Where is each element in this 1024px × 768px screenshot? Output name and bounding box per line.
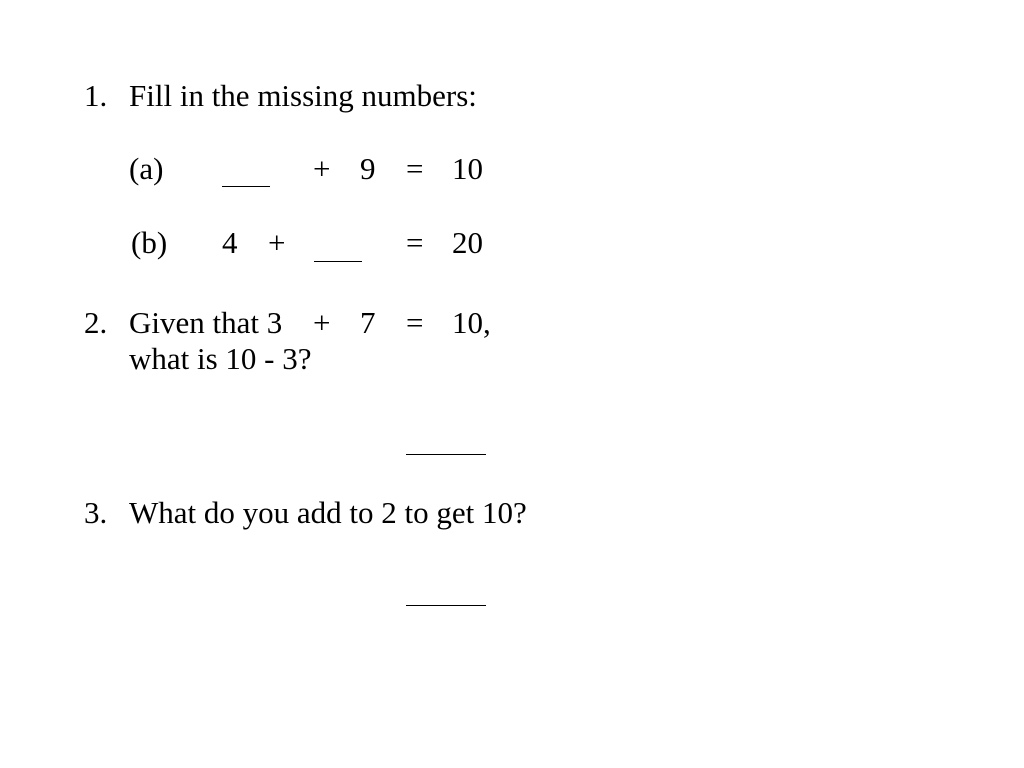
result: 10 [452, 151, 483, 186]
answer-blank-2[interactable] [406, 454, 486, 455]
plus-sign: + [313, 305, 331, 340]
equals-sign: = [406, 225, 424, 260]
answer-blank-3[interactable] [406, 605, 486, 606]
question-2-text-line2: what is 10 - 3? [129, 341, 312, 376]
plus-sign: + [268, 225, 286, 260]
answer-blank-a[interactable] [222, 186, 270, 187]
addend: 4 [222, 225, 238, 260]
equals-sign: = [406, 305, 424, 340]
result: 20 [452, 225, 483, 260]
question-1-text: Fill in the missing numbers: [129, 78, 477, 113]
answer-blank-b[interactable] [314, 261, 362, 262]
part-b-label: (b) [131, 225, 168, 260]
question-2-text: Given that 3 [129, 305, 283, 340]
question-3-text: What do you add to 2 to get 10? [129, 495, 527, 530]
question-number: 3. [84, 495, 108, 530]
question-number: 2. [84, 305, 108, 340]
addend: 7 [360, 305, 376, 340]
addend: 9 [360, 151, 376, 186]
part-a-label: (a) [129, 151, 164, 186]
question-number: 1. [84, 78, 108, 113]
result: 10, [452, 305, 491, 340]
plus-sign: + [313, 151, 331, 186]
equals-sign: = [406, 151, 424, 186]
